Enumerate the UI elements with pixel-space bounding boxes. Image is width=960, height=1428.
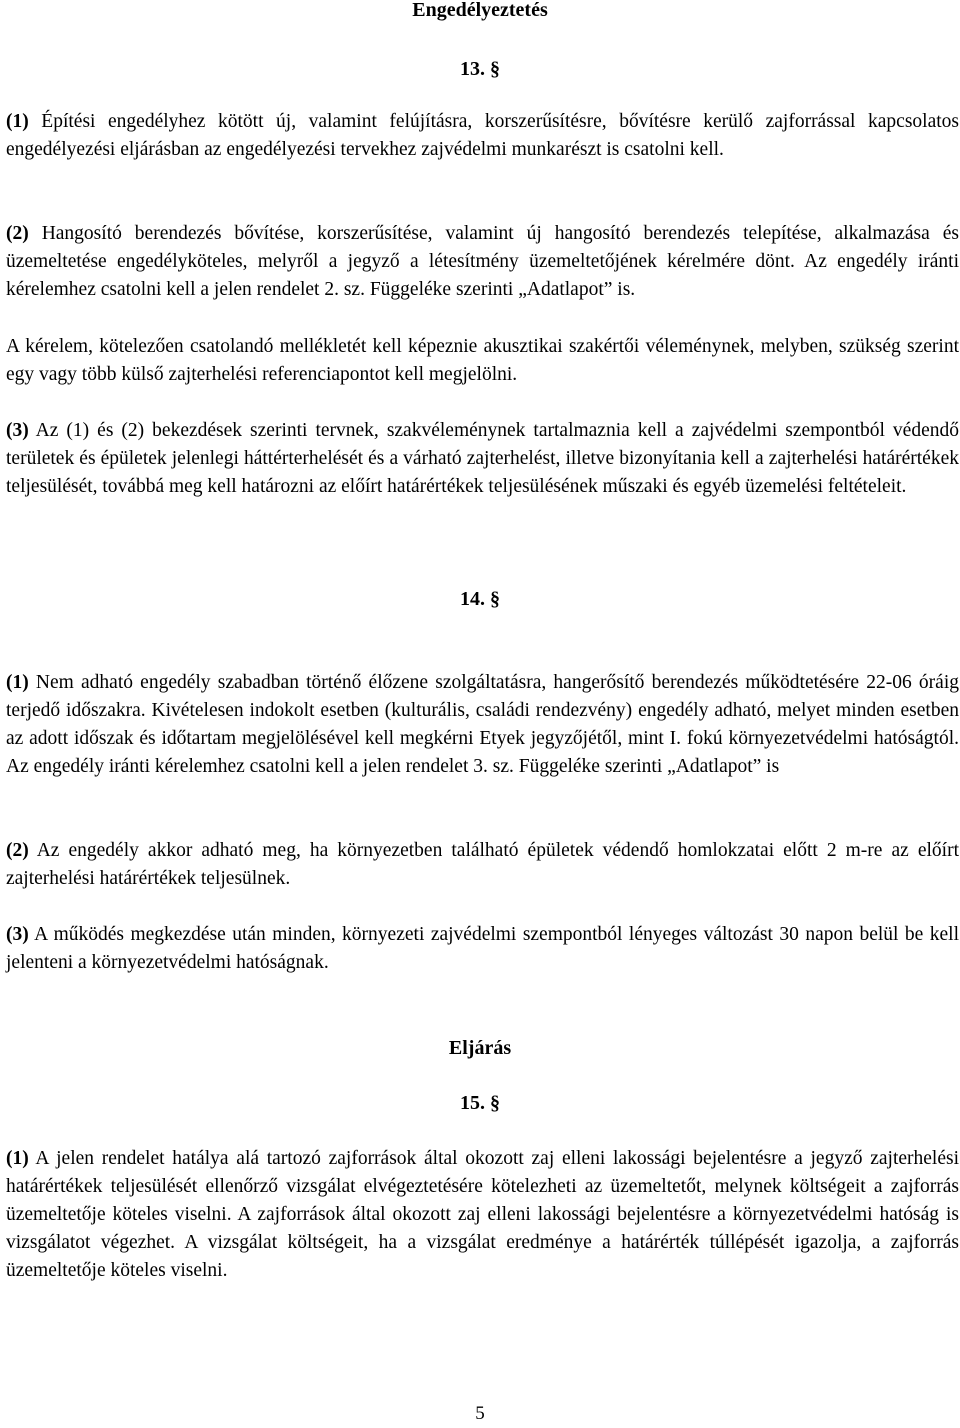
section-14-paragraph-3: [6, 921, 959, 977]
section-15-paragraph-1: [6, 1145, 959, 1285]
paragraph-text: Nem adható engedély szabadban történő élőzene szolgáltatásra, hangerősítő berendezés működtetésére 22-06 óráig terjedő időszakra. Kivételesen indokolt esetben (kulturális, családi rendezvény) engedély adható, melyet minden esetben az adott időszak és időtartam megjelölésével kell megkérni Etyek jegyzőjétől, mint I. fokú környezetvédelmi hatóságtól. Az engedély iránti kérelemhez csatolni kell a jelen rendelet 3. sz. Függeléke szerinti „Adatlapot” is: [6, 672, 959, 777]
paragraph-number: (2): [6, 223, 29, 244]
heading-procedure: Eljárás: [448, 1037, 512, 1059]
section-14-paragraph-1: [6, 669, 959, 781]
paragraph-text: Építési engedélyhez kötött új, valamint felújításra, korszerűsítésre, bővítésre kerülő zajforrással kapcsolatos engedélyezési eljárásban az engedélyezési tervekhez zajvédelmi munkarészt is csatolni kell.: [6, 111, 959, 160]
page-number: 5: [475, 1403, 485, 1424]
paragraph-text: Az engedély akkor adható meg, ha környezetben található épületek védendő homlokzatai előtt 2 m-re az előírt zajterhelési határértékek teljesülnek.: [6, 840, 959, 889]
paragraph-number: (3): [6, 420, 29, 441]
section-13-paragraph-1: [6, 108, 959, 164]
paragraph-number: (2): [6, 840, 29, 861]
section-13-paragraph-2: [6, 220, 959, 304]
paragraph-text: Hangosító berendezés bővítése, korszerűsítése, valamint új hangosító berendezés telepítése, alkalmazása és üzemeltetése engedélyköteles, melyről a jegyző a létesítmény üzemeltetőjének kérelmére dönt. Az engedély iránti kérelemhez csatolni kell a jelen rendelet 2. sz. Függeléke szerinti „Adatlapot” is.: [6, 223, 959, 300]
section-13-paragraph-2-continued: A kérelem, kötelezően csatolandó mellékletét kell képeznie akusztikai szakértői véleménynek, melyben, szükség szerint egy vagy több külső zajterhelési referenciapontot kell megjelölni.: [6, 336, 959, 385]
paragraph-number: (1): [6, 672, 29, 693]
paragraph-number: (3): [6, 924, 29, 945]
paragraph-text: A működés megkezdése után minden, környezeti zajvédelmi szempontból lényeges változást 30 napon belül be kell jelenteni a környezetvédelmi hatóságnak.: [6, 924, 959, 973]
section-14-paragraph-2: [6, 837, 959, 893]
section-14-number: 14. §: [460, 588, 500, 610]
paragraph-text: Az (1) és (2) bekezdések szerinti tervnek, szakvéleménynek tartalmaznia kell a zajvédelmi szempontból védendő területek és épületek jelenlegi háttérterhelését és a várható zajterhelést, illetve bizonyítania kell a zajterhelési határértékek teljesülését, továbbá meg kell határozni az előírt határértékek teljesülésének műszaki és egyéb üzemelési feltételeit.: [6, 420, 959, 497]
section-13-paragraph-3: [6, 417, 959, 501]
section-15-number: 15. §: [460, 1092, 500, 1114]
paragraph-number: (1): [6, 1148, 29, 1169]
heading-authorization: Engedélyeztetés: [412, 0, 548, 21]
paragraph-number: (1): [6, 111, 29, 132]
paragraph-text: A jelen rendelet hatálya alá tartozó zajforrások által okozott zaj elleni lakossági bejelentésre a jegyző zajterhelési határértékek teljesülését ellenőrző vizsgálat elvégeztetésére kötelezheti az üzemeltetőt, melynek költségeit a zajforrás üzemeltetője köteles viselni. A zajforrások által okozott zaj elleni lakossági bejelentésre a környezetvédelmi hatóság is vizsgálatot végezhet. A vizsgálat költségeit, ha a vizsgálat eredménye a határérték túllépését igazolja, a zajforrás üzemeltetője köteles viselni.: [6, 1148, 959, 1281]
section-13-number: 13. §: [460, 58, 500, 80]
